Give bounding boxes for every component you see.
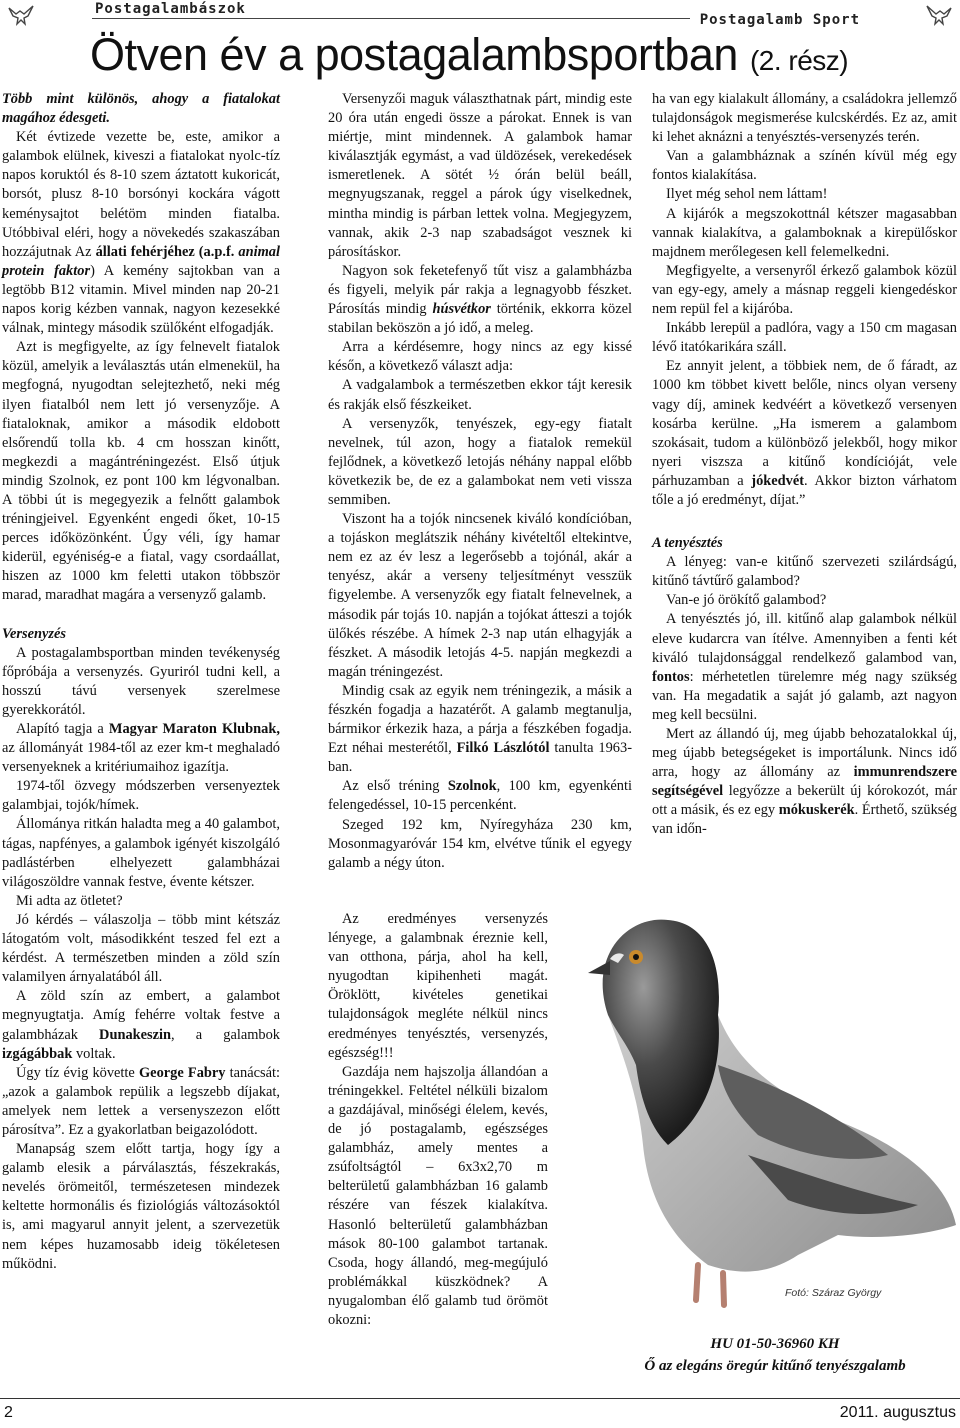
paragraph: [328, 682, 632, 777]
paragraph: [2, 128, 280, 338]
text-run: Nagyon sok feketefenyő tűt visz a galambházba és figyeli, melyik pár rakja a legnagyobb fészket. Párosítás mindig: [328, 262, 632, 318]
paragraph: Arra a kérdésemre, hogy nincs az egy kissé későn, a következő választ adja:: [328, 339, 632, 375]
page-header: [0, 0, 960, 28]
article-column-3: [652, 90, 957, 840]
text-run: tanácsát: „azok a galambok repülik a legszebb díjakat, amelyek nem lettek a versenyszezon előtt párosítva”. Ez a gyakorlatban beigazolódott.: [2, 1064, 280, 1138]
paragraph: [652, 357, 957, 510]
article-title: [90, 29, 849, 80]
paragraph: Inkább lerepül a padlóra, vagy a 150 cm magasan lévő itatókarikára száll.: [652, 320, 957, 356]
text-run: voltak.: [75, 1045, 116, 1062]
section-heading: Versenyzés: [2, 625, 66, 642]
paragraph: A lényeg: van-e kitűnő szervezeti szilárdságú, kitűnő távtűrő galambod?: [652, 554, 957, 590]
text-run: A tenyésztés jó, ill. kitűnő alap galambok nélkül eleve kudarcra van ítélve. Amennyiben a fenti két kiváló tulajdonsággal rendelkező galambod van,: [652, 611, 957, 666]
paragraph: [2, 987, 280, 1063]
text-run: A zöld szín az embert, a galambot megnyugtatja. Amíg fehérre voltak festve a galambházak: [2, 988, 280, 1043]
header-rule: [250, 18, 690, 19]
bold-text: George Fabry: [138, 1064, 226, 1081]
paragraph: Mi adta az ötletet?: [16, 892, 123, 909]
bold-text: Magyar Maraton Klubnak,: [108, 721, 280, 737]
article-column-2-narrow: [328, 910, 548, 1330]
bold-text: Szolnok: [447, 778, 497, 795]
header-rule: [92, 18, 252, 19]
paragraph: A versenyzők, tenyészek, egy-egy fiatalt nevelnek, túl azon, hogy a fiatalok remekül fejlődnek, a következő letojás néhány nappal előbb következik be, de ez a galambokat nem veti vissza semmiben.: [328, 415, 632, 508]
paragraph: Szeged 192 km, Nyíregyháza 230 km, Mosonmagyaróvár 154 km, elvétve tűnik el egyegy galamb a négy úton.: [328, 816, 632, 871]
paragraph: ha van egy kialakult állomány, a családokra jellemző tulajdonságok megismerése kulcskérdés. Ez az, amit ki lehet aknázni a tenyésztés-versenyzés terén.: [652, 91, 957, 146]
paragraph: Manapság szem előtt tartja, hogy így a galamb elesik a párválasztás, fészekrakás, nevelés örömeitől, természetesen mindezek keltette hormonális és fiziológiás változásoktól is, ami magyarul annyit jelent, a szervezetük nem képes huzamosabb ideig tökéletesen működni.: [2, 1141, 280, 1272]
paragraph: Viszont ha a tojók nincsenek kiváló kondícióban, a tojáskon meglátszik néhány kivételtől eltekintve, nem ez az év lesz a legerősebb a tojónál, akár a tenyész, akár a verseny teljesítményt vesszük figyelembe. A versenyzők egy fiatalt felnevelnek, a második pár tojás 10. napján a tojókat átteszi a tojók ülőkés részébe. A hímek 2-3 nap után elhagyják a fészket. A második letojás 4-5. napján megkezdi a magán tréningezést.: [328, 511, 632, 680]
text-run: Mindig csak az egyik nem tréningezik, a másik a fészkén fogadja a hazatérőt. A galamb megtanulja, bármikor érkezik haza, a párja a fészkében fogadja. Ezt néhai mesterétől,: [328, 682, 632, 757]
text-run: , 100 km, egyenkénti felengedéssel, 10-15 percenként.: [328, 778, 632, 814]
bold-text: izgágábbak: [2, 1045, 73, 1062]
paragraph: [652, 725, 957, 840]
header-magazine-label: Postagalamb Sport: [699, 12, 860, 28]
text-run: történik, ekkorra közel stabilan beköszön a jó idő, a meleg.: [328, 301, 632, 337]
text-run: Két évtizede vezette be, este, amikor a galambok elülnek, kiveszi a fiatalokat nyolc-tíz napos koruktól és 8-10 szem áztatott kukoricát, borsót, plusz 8-10 borsónyi kockára vágott keménysajtot belétöm minden fiatalba. Utóbbival eléri, hogy a növekedés szakaszában hozzájutnak Az: [2, 129, 280, 260]
bold-text: húsvétkor: [432, 301, 491, 318]
bold-text: fontos: [652, 668, 690, 685]
bold-text: Filkó Lászlótól: [456, 740, 550, 757]
text-run: tanulta 1963-ban.: [328, 740, 632, 776]
paragraph: [652, 610, 957, 725]
text-run: , a galambok: [171, 1026, 280, 1043]
paragraph: Jó kérdés – válaszolja – több mint kétszáz látogatóm volt, másodikként teszed fel ezt a kérdést. A természetben minden a zöld szín valamilyen árnyalatából áll.: [2, 911, 280, 986]
paragraph: 1974-től özvegy módszerben versenyeztek galambjai, tojók/hímek.: [2, 778, 280, 814]
page-number: 2: [4, 1404, 13, 1421]
bold-text: jókedvét: [751, 472, 805, 489]
text-run: . Akkor bizton várhatom tőle a jó eredményt, díjat.”: [652, 472, 957, 508]
paragraph: Azt is megfigyelte, az így felnevelt fiatalok közül, amelyik a leválasztás után elmenekül, ha megfogná, nyugodtan selejtezhető, neki még ilyen fiatalból nem lett jó versenyzője. A fiataloknak, amikor a második eldobott elsőrendű tolla kb. 4 cm hosszan kinőtt, megkezdi a magántréningezést. Első útjuk mindig Szolnok, ez pont 100 km légvonalban. A többi út is megegyezik a felnőtt galambok tréningjeivel. Egyenként engedi őket, 10-15 perces időközönként. Úgy véli, így hamar kiderül, egyéniség-e a fiatal, vagy csordaállat, hiszen az 1000 km feletti utakon többször marad, maradhat magára a versenyző galamb.: [2, 339, 280, 604]
paragraph: [328, 262, 632, 338]
paragraph: Megfigyelte, a versenyről érkező galambok közül van egy-egy, amely a másnap reggeli kiengedéskor nem repül fel a kijáróba.: [652, 262, 957, 318]
text-run: Az első tréning: [342, 778, 440, 795]
text-run: : mérhetetlen türelemre még nagy szükség van. Ha megadatik a saját jó galamb, azt nagyon meg kell becsülni.: [652, 668, 957, 723]
photo-caption: Ő az elegáns öregúr kitűnő tenyészgalamb: [644, 1358, 906, 1374]
paragraph: A kijárók a megszokottnál kétszer magasabban vannak kialakítva, a galamboknak a kirepülőskor majdnem merőlegesen kell felemelkedni.: [652, 205, 957, 260]
article-title-part: (2. rész): [749, 45, 849, 76]
issue-date: 2011. augusztus: [839, 1404, 956, 1421]
paragraph: Az eredményes versenyzés lényege, a galambnak éreznie kell, van otthona, párja, ahol ha kell, nyugodtan kipihenheti magát. Öröklött, kivételes genetikai tulajdonságok megléte nélkül nincs eredményes tenyésztés, versenyzés, egészség!!!: [328, 911, 548, 1061]
bold-text: mókuskerék: [778, 802, 855, 819]
paragraph: A vadgalambok a természetben ekkor tájt keresik és rakják első fészkeiket.: [328, 377, 632, 413]
header-section-label: Postagalambászok: [95, 1, 246, 17]
bold-text: animal protein faktor: [2, 243, 280, 279]
paragraph: Gazdája nem hajszolja állandóan a tréningekkel. Feltétel nélküli bizalom a gazdájával, minőségi élelem, kevés, de jó postagalamb, egészséges galambház, amely mentes a zsúfoltságtól – 6x3x2,70 m belterületű galambházban 16 galamb részére van fészek kialakítva. Hasonló belterületű galambházban mások 80-100 galambot tartanak. Csoda, hogy állandó, meg-megújuló problémákkal küszködnek? A nyugalomban élő galamb tud örömöt okozni:: [328, 1063, 548, 1328]
paragraph: Állománya ritkán haladta meg a 40 galambot, tágas, napfényes, a galambok igényét kiszolgáló padlástérben elhelyezett galambházai világoszöldre vannak festve, évente kétszer.: [2, 816, 280, 890]
photo-caption-ring: HU 01-50-36960 KH: [710, 1336, 840, 1352]
footer-rule: [0, 1398, 960, 1399]
bold-text: Dunakeszin: [99, 1026, 172, 1043]
photo-credit: Fotó: Száraz György: [785, 1287, 882, 1299]
paragraph: Versenyzői maguk választhatnak párt, mindig este 20 óra után engedi össze a párokat. Ennek is van miértje, mint mindennek. A galambok hamar kiválasztják egymást, a vad üldözések, verekedések ismeretlenek. A sötét ½ órán belül beáll, megnyugszanak, reggel a párok úgy viselkednek, mintha mindig is párban lettek volna. Megjegyzem, vannak, akik 2-3 nap szabadságot vesznek ki párosításkor.: [328, 91, 632, 260]
bold-text: állati fehérjéhez (a.p.f.: [95, 243, 235, 260]
article-title-main: Ötven év a postagalambsportban: [90, 29, 738, 80]
text-run: az állományát 1984-től az ezer km-t meghaladó versenyeknek a kritériumaihoz igazítja.: [2, 740, 280, 776]
paragraph: [2, 1064, 280, 1140]
text-run: ) A kemény sajtokban van a legtöbb B12 vitamin. Mivel minden nap 20-21 napos korig kézben vannak, nagyon kezesekké válnak, mintegy második szülőként elfogadják.: [2, 262, 280, 337]
pigeon-photo: [548, 895, 960, 1327]
paragraph: [2, 720, 280, 777]
text-run: Alapító tagja a: [16, 721, 104, 737]
paragraph: Van-e jó örökítő galambod?: [666, 592, 827, 609]
paragraph: A postagalambsportban minden tevékenység főpróbája a versenyzés. Gyuriról tudni kell, a hosszú távú versenyek szerelmese gyerekkorától.: [2, 644, 280, 718]
paragraph: Van a galambháznak a színén kívül még egy fontos kialakítása.: [652, 148, 957, 184]
pigeon-icon: [6, 2, 36, 28]
section-heading: A tenyésztés: [652, 535, 723, 552]
paragraph: [328, 777, 632, 815]
paragraph: Ilyet még sehol nem láttam!: [666, 186, 828, 203]
bold-text: immunrendszere segítségével: [652, 764, 957, 800]
pigeon-icon: [924, 2, 954, 28]
article-column-2: [328, 90, 632, 873]
text-run: Úgy tíz évig követte: [16, 1064, 135, 1081]
paragraph: Több mint különös, ahogy a fiatalokat magához édesgeti.: [2, 91, 280, 127]
article-column-1: [2, 90, 280, 1274]
text-run: Ez annyit jelent, a többiek nem, de ő fáradt, az 1000 km többet kivett belőle, nincs olyan verseny vagy díj, aminek kedvéért a következő versenyen kosárba kerülne. „Ha ismerem a galambom szokásait, tudom a különböző jelekből, hogy mikor nyeri viszsza a kitűnő kondícióját, vele párhuzamban a: [652, 358, 957, 489]
text-run: legyőzze a bekerült új kórokozót, már ott a másik, és ez egy: [652, 783, 957, 819]
text-run: Mert az állandó új, meg újabb behozatalokkal új, meg újabb betegségeket is importálunk. Nincs idő arra, hogy az állomány az: [652, 726, 957, 781]
text-run: . Érthető, szükség van időn-: [652, 802, 957, 838]
